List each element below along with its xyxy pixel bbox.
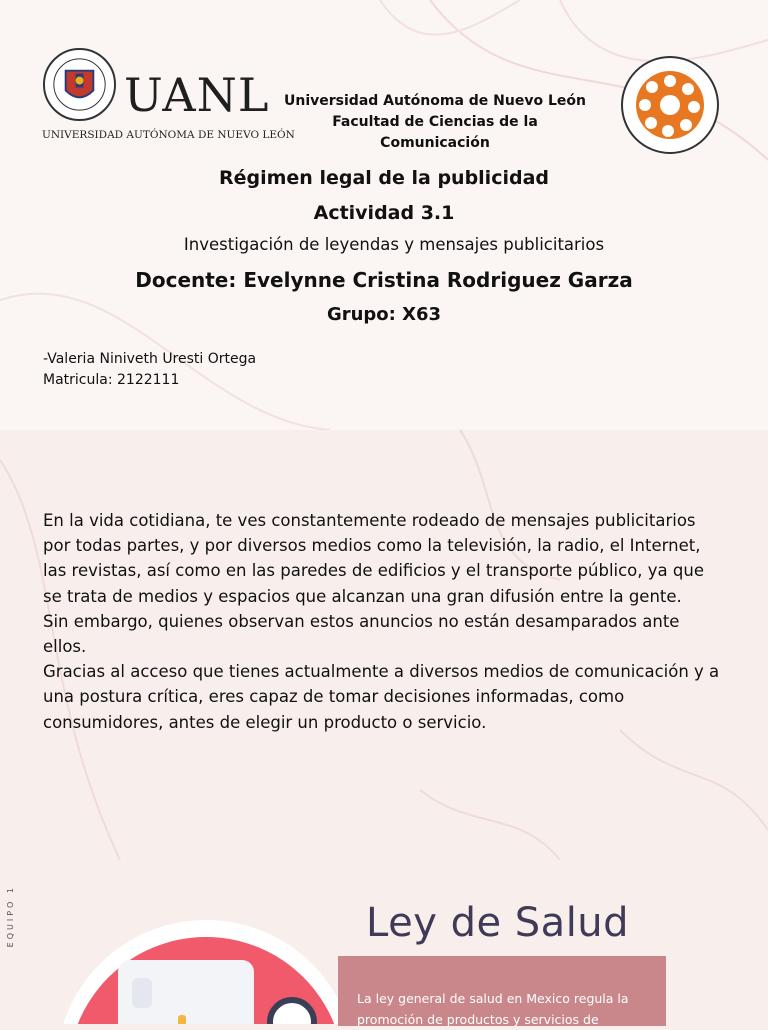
cover-page [0, 0, 768, 430]
faculty-name: Facultad de Ciencias de la Comunicación [332, 114, 538, 151]
intro-paragraph-2: Sin embargo, quienes observan estos anuncios no están desamparados ante ellos. [43, 611, 680, 657]
intro-paragraph-3: Gracias al acceso que tienes actualmente a diversos medios de comunicación y a una postura crítica, eres capaz de tomar decisiones informadas, como consumidores, antes de elegir un producto o servicio. [43, 662, 720, 732]
uanl-wordmark: UANL [124, 68, 270, 122]
institution-heading [280, 91, 590, 154]
teacher-name: Docente: Evelynne Cristina Rodriguez Garza [135, 268, 633, 292]
university-name: Universidad Autónoma de Nuevo León [284, 93, 586, 109]
law-description-box [338, 956, 666, 1026]
intro-paragraph-1: En la vida cotidiana, te ves constantemente rodeado de mensajes publicitarios por todas partes, y por diversos medios como la televisión, la radio, el Internet, las revistas, así como en las paredes de edificios y el transporte público, ya que se trata de medios y espacios que alcanzan una gran difusión entre la gente. [43, 511, 704, 606]
team-side-label: EQUIPO 1 [6, 885, 15, 948]
activity-title: Actividad 3.1 [313, 202, 455, 224]
student-id: Matricula: 2122111 [43, 372, 180, 388]
law-description: La ley general de salud en Mexico regula la promoción de productos y servicios de [357, 991, 629, 1027]
group-label: Grupo: X63 [326, 304, 442, 325]
faculty-seal-logo [614, 55, 726, 155]
student-info [43, 349, 256, 391]
document-illustration [0, 860, 360, 1024]
course-title: Régimen legal de la publicidad [218, 167, 549, 189]
topic-subtitle: Investigación de leyendas y mensajes publicitarios [183, 235, 605, 254]
student-name: -Valeria Niniveth Uresti Ortega [43, 351, 257, 367]
uanl-full-name: UNIVERSIDAD AUTÓNOMA DE NUEVO LEÓN [42, 129, 295, 141]
intro-text [43, 508, 723, 735]
law-title: Ley de Salud [366, 900, 630, 946]
uanl-seal-logo [42, 47, 117, 122]
